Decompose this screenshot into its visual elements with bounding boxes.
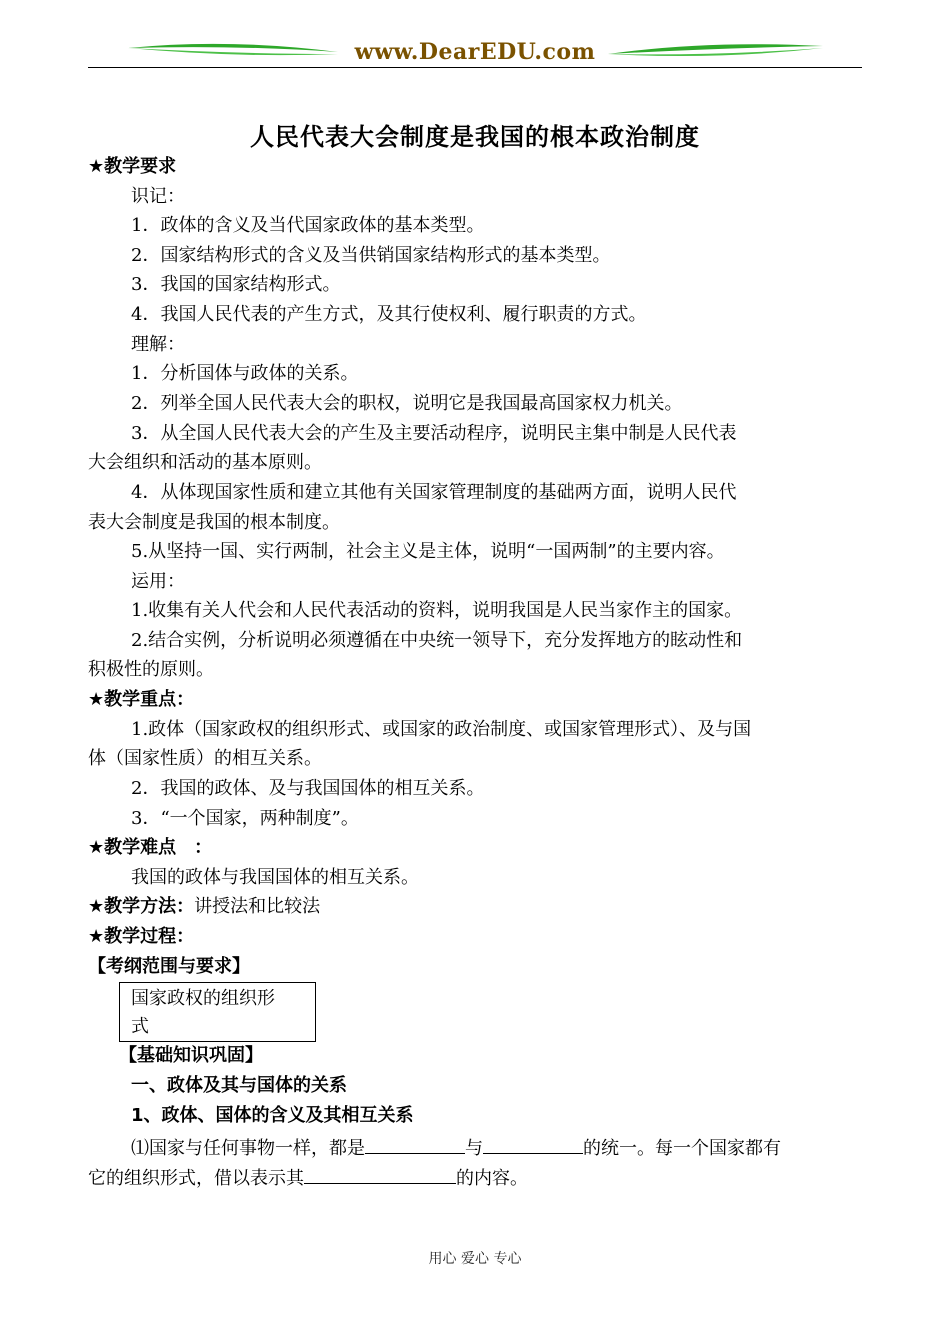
understand-item: 2．列举全国人民代表大会的职权，说明它是我国最高国家权力机关。 <box>131 393 683 414</box>
apply-item: 2.结合实例，分析说明必须遵循在中央统一领导下，充分发挥地方的眩动性和 <box>131 630 743 651</box>
memo-item: 3．我国的国家结构形式。 <box>131 274 341 295</box>
method-line <box>88 895 320 919</box>
section-heading-requirements: ★教学要求 <box>88 156 177 177</box>
memo-item: 1．政体的含义及当代国家政体的基本类型。 <box>131 215 485 236</box>
page-title: 人民代表大会制度是我国的根本政治制度 <box>250 123 700 151</box>
understand-item-cont: 表大会制度是我国的根本制度。 <box>88 512 340 533</box>
understand-item: 3．从全国人民代表大会的产生及主要活动程序，说明民主集中制是人民代表 <box>131 423 737 444</box>
memo-item: 4．我国人民代表的产生方式，及其行使权利、履行职责的方式。 <box>131 304 647 325</box>
page-footer: 用心 爱心 专心 <box>428 1251 522 1267</box>
difficulty-text: 我国的政体与我国国体的相互关系。 <box>131 867 419 888</box>
outline-table-cell <box>119 982 316 1042</box>
basics-heading: 【基础知识巩固】 <box>119 1045 263 1066</box>
memo-item: 2．国家结构形式的含义及当供销国家结构形式的基本类型。 <box>131 245 611 266</box>
answer-blank[interactable] <box>483 1135 583 1154</box>
section-heading-process: ★教学过程： <box>88 926 195 947</box>
key-point-item: 1.政体（国家政权的组织形式、或国家的政治制度、或国家管理形式）、及与国 <box>131 719 752 740</box>
understand-item: 1．分析国体与政体的关系。 <box>131 363 359 384</box>
fill-blank-sentence-cont <box>88 1165 528 1191</box>
understand-item: 5.从坚持一国、实行两制，社会主义是主体，说明“一国两制”的主要内容。 <box>131 541 725 562</box>
section-heading-key-points: ★教学重点： <box>88 689 195 710</box>
answer-blank[interactable] <box>304 1165 456 1184</box>
site-header-banner <box>88 36 862 70</box>
outline-cell-text-cont: 式 <box>131 1016 149 1037</box>
sentence-text: 它的组织形式，借以表示其 <box>88 1168 304 1189</box>
section-title: 一、政体及其与国体的关系 <box>131 1075 347 1096</box>
key-point-item: 2．我国的政体、及与我国国体的相互关系。 <box>131 778 485 799</box>
apply-item: 1.收集有关人代会和人民代表活动的资料，说明我国是人民当家作主的国家。 <box>131 600 743 621</box>
apply-item-cont: 积极性的原则。 <box>88 659 214 680</box>
fill-blank-sentence <box>131 1135 781 1161</box>
understand-label: 理解： <box>131 334 185 355</box>
site-logo-text: www.DearEDU.com <box>354 39 596 65</box>
outline-cell-text: 国家政权的组织形 <box>131 988 275 1009</box>
memo-label: 识记： <box>131 186 185 207</box>
key-point-item-cont: 体（国家性质）的相互关系。 <box>88 748 322 769</box>
sentence-text: ⑴国家与任何事物一样，都是 <box>131 1138 365 1159</box>
method-text: 讲授法和比较法 <box>194 896 321 917</box>
section-heading-method: ★教学方法： <box>88 896 195 917</box>
understand-item: 4．从体现国家性质和建立其他有关国家管理制度的基础两方面，说明人民代 <box>131 482 737 503</box>
outline-heading: 【考纲范围与要求】 <box>88 956 250 977</box>
answer-blank[interactable] <box>365 1135 465 1154</box>
understand-item-cont: 大会组织和活动的基本原则。 <box>88 452 322 473</box>
sentence-text: 与 <box>465 1138 483 1159</box>
subsection-title: 1、政体、国体的含义及其相互关系 <box>131 1105 414 1126</box>
sentence-text: 的统一。每一个国家都有 <box>583 1138 781 1159</box>
header-divider <box>88 67 862 68</box>
sentence-text: 的内容。 <box>456 1168 528 1189</box>
section-heading-difficulty: ★教学难点 ： <box>88 837 213 858</box>
key-point-item: 3．“一个国家，两种制度”。 <box>131 808 359 829</box>
apply-label: 运用： <box>131 571 185 592</box>
